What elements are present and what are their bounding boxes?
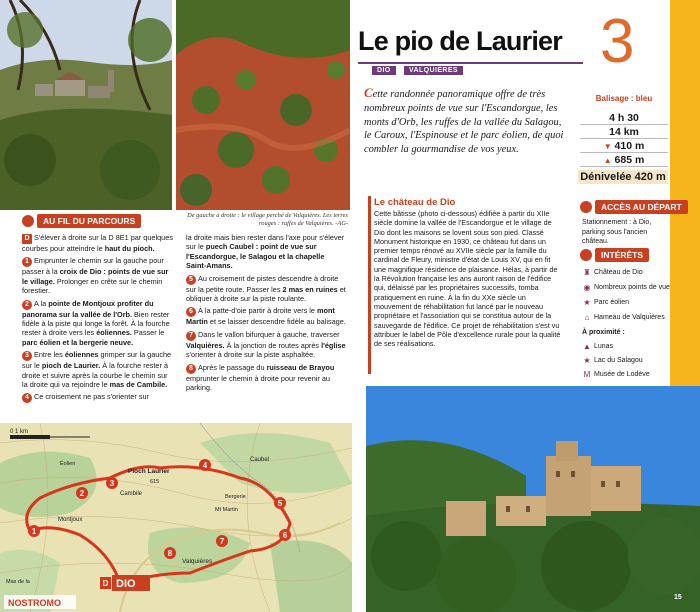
map-scale: 0 1 km: [10, 429, 29, 435]
step-badge: 5: [186, 275, 196, 285]
chateau-accent-bar: [368, 196, 371, 374]
step-6: 6 À la patte-d'oie partir à droite vers le mont Martin et se laisser descendre fidèle au balisage.: [186, 306, 346, 327]
step-2: 2 A la pointe de Montjoux profiter du panorama sur la vallée de l'Orb. Bien rester fidèle à la piste qui longe la forêt. À la fourche rester à droite vers les éoliennes. Passer le parc éolien et la bergerie neuve.: [22, 298, 170, 347]
page-edge-band: [670, 0, 700, 386]
map-label-caubel: Caubel: [250, 457, 270, 463]
step-badge: 7: [186, 331, 196, 341]
step-5: 5 Au croisement de pistes descendre à droite sur la petite route. Passer les 2 mas en ruines et obliquer à droite sur la piste roulante.: [186, 273, 346, 304]
map-marker-1: 1: [31, 527, 37, 536]
stat-altitude-min: ▼ 410 m: [580, 139, 668, 153]
map-publisher-logo: NOSTROMO: [8, 598, 61, 608]
map-label-eolien: Éolien: [60, 461, 76, 467]
map-marker-start: D: [102, 579, 109, 588]
interets-label: INTÉRÊTS: [595, 248, 649, 262]
mountain-icon: ▲: [583, 342, 591, 351]
page-title: Le pio de Laurier: [358, 26, 562, 56]
acces-text: Stationnement : à Dio, parking sous l'ancien château.: [582, 219, 652, 245]
hike-number: 3: [600, 7, 635, 76]
step-8: 8 Après le passage du ruisseau de Brayou emprunter le chemin à droite pour revenir au parking.: [186, 362, 335, 393]
step-7: 7 Dans le vallon bifurquer à gauche, traverser Valquières. À la jonction de routes après l'église s'orienter à droite sur la piste asphaltée.: [186, 329, 346, 360]
proximite-item-salagou: ★ Lac du Salagou: [583, 356, 643, 365]
itinerary-column-1: [22, 233, 174, 406]
ruffes-illustration: [176, 0, 350, 210]
arrow-up-icon: ▲: [603, 156, 612, 165]
star-icon: ★: [583, 356, 591, 365]
map-label-cambile: Cambile: [120, 491, 143, 497]
route-map[interactable]: [0, 423, 352, 612]
section-bullet-icon: [580, 249, 592, 261]
castle-illustration: [366, 386, 700, 612]
village-illustration: [0, 0, 172, 210]
map-marker-4: 4: [202, 461, 208, 470]
section-bullet-icon: [22, 215, 34, 227]
proximite-item-lunas: ▲ Lunas: [583, 342, 614, 351]
interet-item-hameau: ⌂ Hameau de Valquières: [582, 313, 665, 322]
step-3: 3 Entre les éoliennes grimper sur la gauche sur le pioch de Laurier. À la fourche rester à droite et suivre après la courbe le chemin sur la droite qui va rejoindre le mas de Cambile.: [22, 350, 172, 390]
intro-drop-cap: C: [364, 85, 373, 100]
map-marker-3: 3: [109, 479, 115, 488]
section-label: AU FIL DU PARCOURS: [37, 214, 141, 228]
map-label-montjoux: Montjoux: [58, 517, 83, 523]
map-marker-2: 2: [79, 489, 85, 498]
intro-text: ette randonnée panoramique offre de très nombreux points de vue sur l'Escandorgue, les monts d'Orb, les ruffes de la vallée du Salagou, le Caroux, l'Espinouse et le parc éolien, de quoi combler la gourmandise de vos yeux.: [364, 89, 564, 156]
step-badge: 6: [186, 307, 196, 317]
interet-item-points-de-vue: ◉ Nombreux points de vue: [583, 283, 670, 292]
museum-icon: M: [583, 370, 591, 379]
section-header-parcours: [22, 214, 141, 228]
map-label-mont-martin: Mt Martin: [215, 507, 238, 513]
photo-ruffes-red-earth: [176, 0, 350, 210]
map-marker-5: 5: [277, 499, 283, 508]
house-icon: ⌂: [584, 313, 590, 322]
tag-dio: DIO: [372, 66, 396, 75]
section-header-acces: [580, 200, 688, 214]
arrow-down-icon: ▼: [603, 142, 612, 151]
star-icon: ★: [583, 298, 591, 307]
tag-valquieres: VALQUIÈRES: [404, 66, 463, 75]
step-badge: 2: [22, 300, 32, 310]
map-marker-8: 8: [167, 549, 173, 558]
map-label-bergerie: Bergerie: [225, 494, 246, 500]
balisage-label: Balisage : bleu: [595, 94, 653, 103]
photo-chateau-de-dio: [366, 386, 700, 612]
viewpoint-icon: ◉: [583, 283, 591, 292]
proximite-item-musee: M Musée de Lodève: [583, 370, 650, 379]
step-badge: 3: [22, 351, 32, 361]
step-badge: 1: [22, 257, 32, 267]
step-4-continued: la droite mais bien rester dans l'axe pour s'élever sur le puech Caubel : point de vue sur l'Escandorgue, le Salagou et la chapelle Saint-Amans.: [186, 233, 345, 271]
page-number: 15: [674, 594, 682, 601]
interet-item-parc-eolien: ★ Parc éolien: [583, 298, 630, 307]
step-1: 1 Emprunter le chemin sur la gauche pour passer à la croix de Dio : points de vue sur le village. Prolonger en crête sur le chemin forestier.: [22, 256, 169, 296]
castle-icon: ♜: [583, 268, 591, 277]
map-label-valquieres: Valquières: [182, 558, 213, 565]
section-bullet-icon: [580, 201, 592, 213]
step-4: 4 Ce croisement ne pas s'orienter sur: [22, 392, 174, 403]
intro-paragraph: [364, 86, 568, 157]
stat-altitude-max: ▲ 685 m: [580, 153, 668, 167]
step-badge: 8: [186, 364, 196, 374]
map-marker-6: 6: [282, 531, 288, 540]
map-marker-7: 7: [219, 537, 225, 546]
stat-denivele: Dénivelée 420 m: [578, 170, 668, 184]
proximite-label: À proximité :: [582, 329, 625, 336]
stat-distance: 14 km: [580, 125, 668, 139]
chateau-title: Le château de Dio: [374, 197, 456, 208]
map-svg: [0, 423, 352, 612]
photo-caption: De gauche à droite : le village perché de Valquières. Les terres rouges : ruffes de Valquières. -AG-: [187, 212, 348, 227]
step-d: D S'élever à droite sur la D 8E1 par quelques courbes pour atteindre le haut du pioch.: [22, 233, 173, 253]
title-underline: [358, 62, 583, 64]
interet-item-chateau: ♜ Château de Dio: [583, 268, 643, 277]
itinerary-column-2: [186, 233, 346, 395]
chateau-text: Cette bâtisse (photo ci-dessous) édifiée à partir du XIIe siècle domine la vallée de l'Escandorgue et le village de Dio dont les maisons se lovent sous son pied. Classé Monument historique en 1930, ce château fut dans un premier temps rénové au XVIIe siècle par la famille du cardinal de Fleury, ministre d'état de Louis XV, qui en fit une magnifique résidence de plaisance. Hélas, à partir de la Révolution française les ans auront raison de l'édifice qui, délaissé par les propriétaires successifs, tomba pratiquement en ruine. À la fin du XXe siècle un mouvement de réhabilitation fut lancé par le nouveau propriétaire et l'association qui se constitua autour de la sauvegarde de l'édifice. Ce projet de réhabilitation s'est vu attribuer le label de Pôle d'excellence rurale pour la qualité de ses réalisations.: [374, 209, 561, 349]
map-label-mas: Mas de la: [6, 579, 30, 585]
section-header-interets: [580, 248, 649, 262]
map-label-pioch: Pioch Laurier: [128, 468, 170, 475]
stat-duration: 4 h 30: [580, 111, 668, 125]
step-badge: 4: [22, 393, 32, 403]
step-badge: D: [22, 234, 32, 244]
map-label-dio: DIO: [116, 578, 136, 590]
map-label-altitude: 615: [150, 479, 160, 485]
photo-village-valquieres: [0, 0, 172, 210]
acces-label: ACCÈS AU DÉPART: [595, 200, 688, 214]
